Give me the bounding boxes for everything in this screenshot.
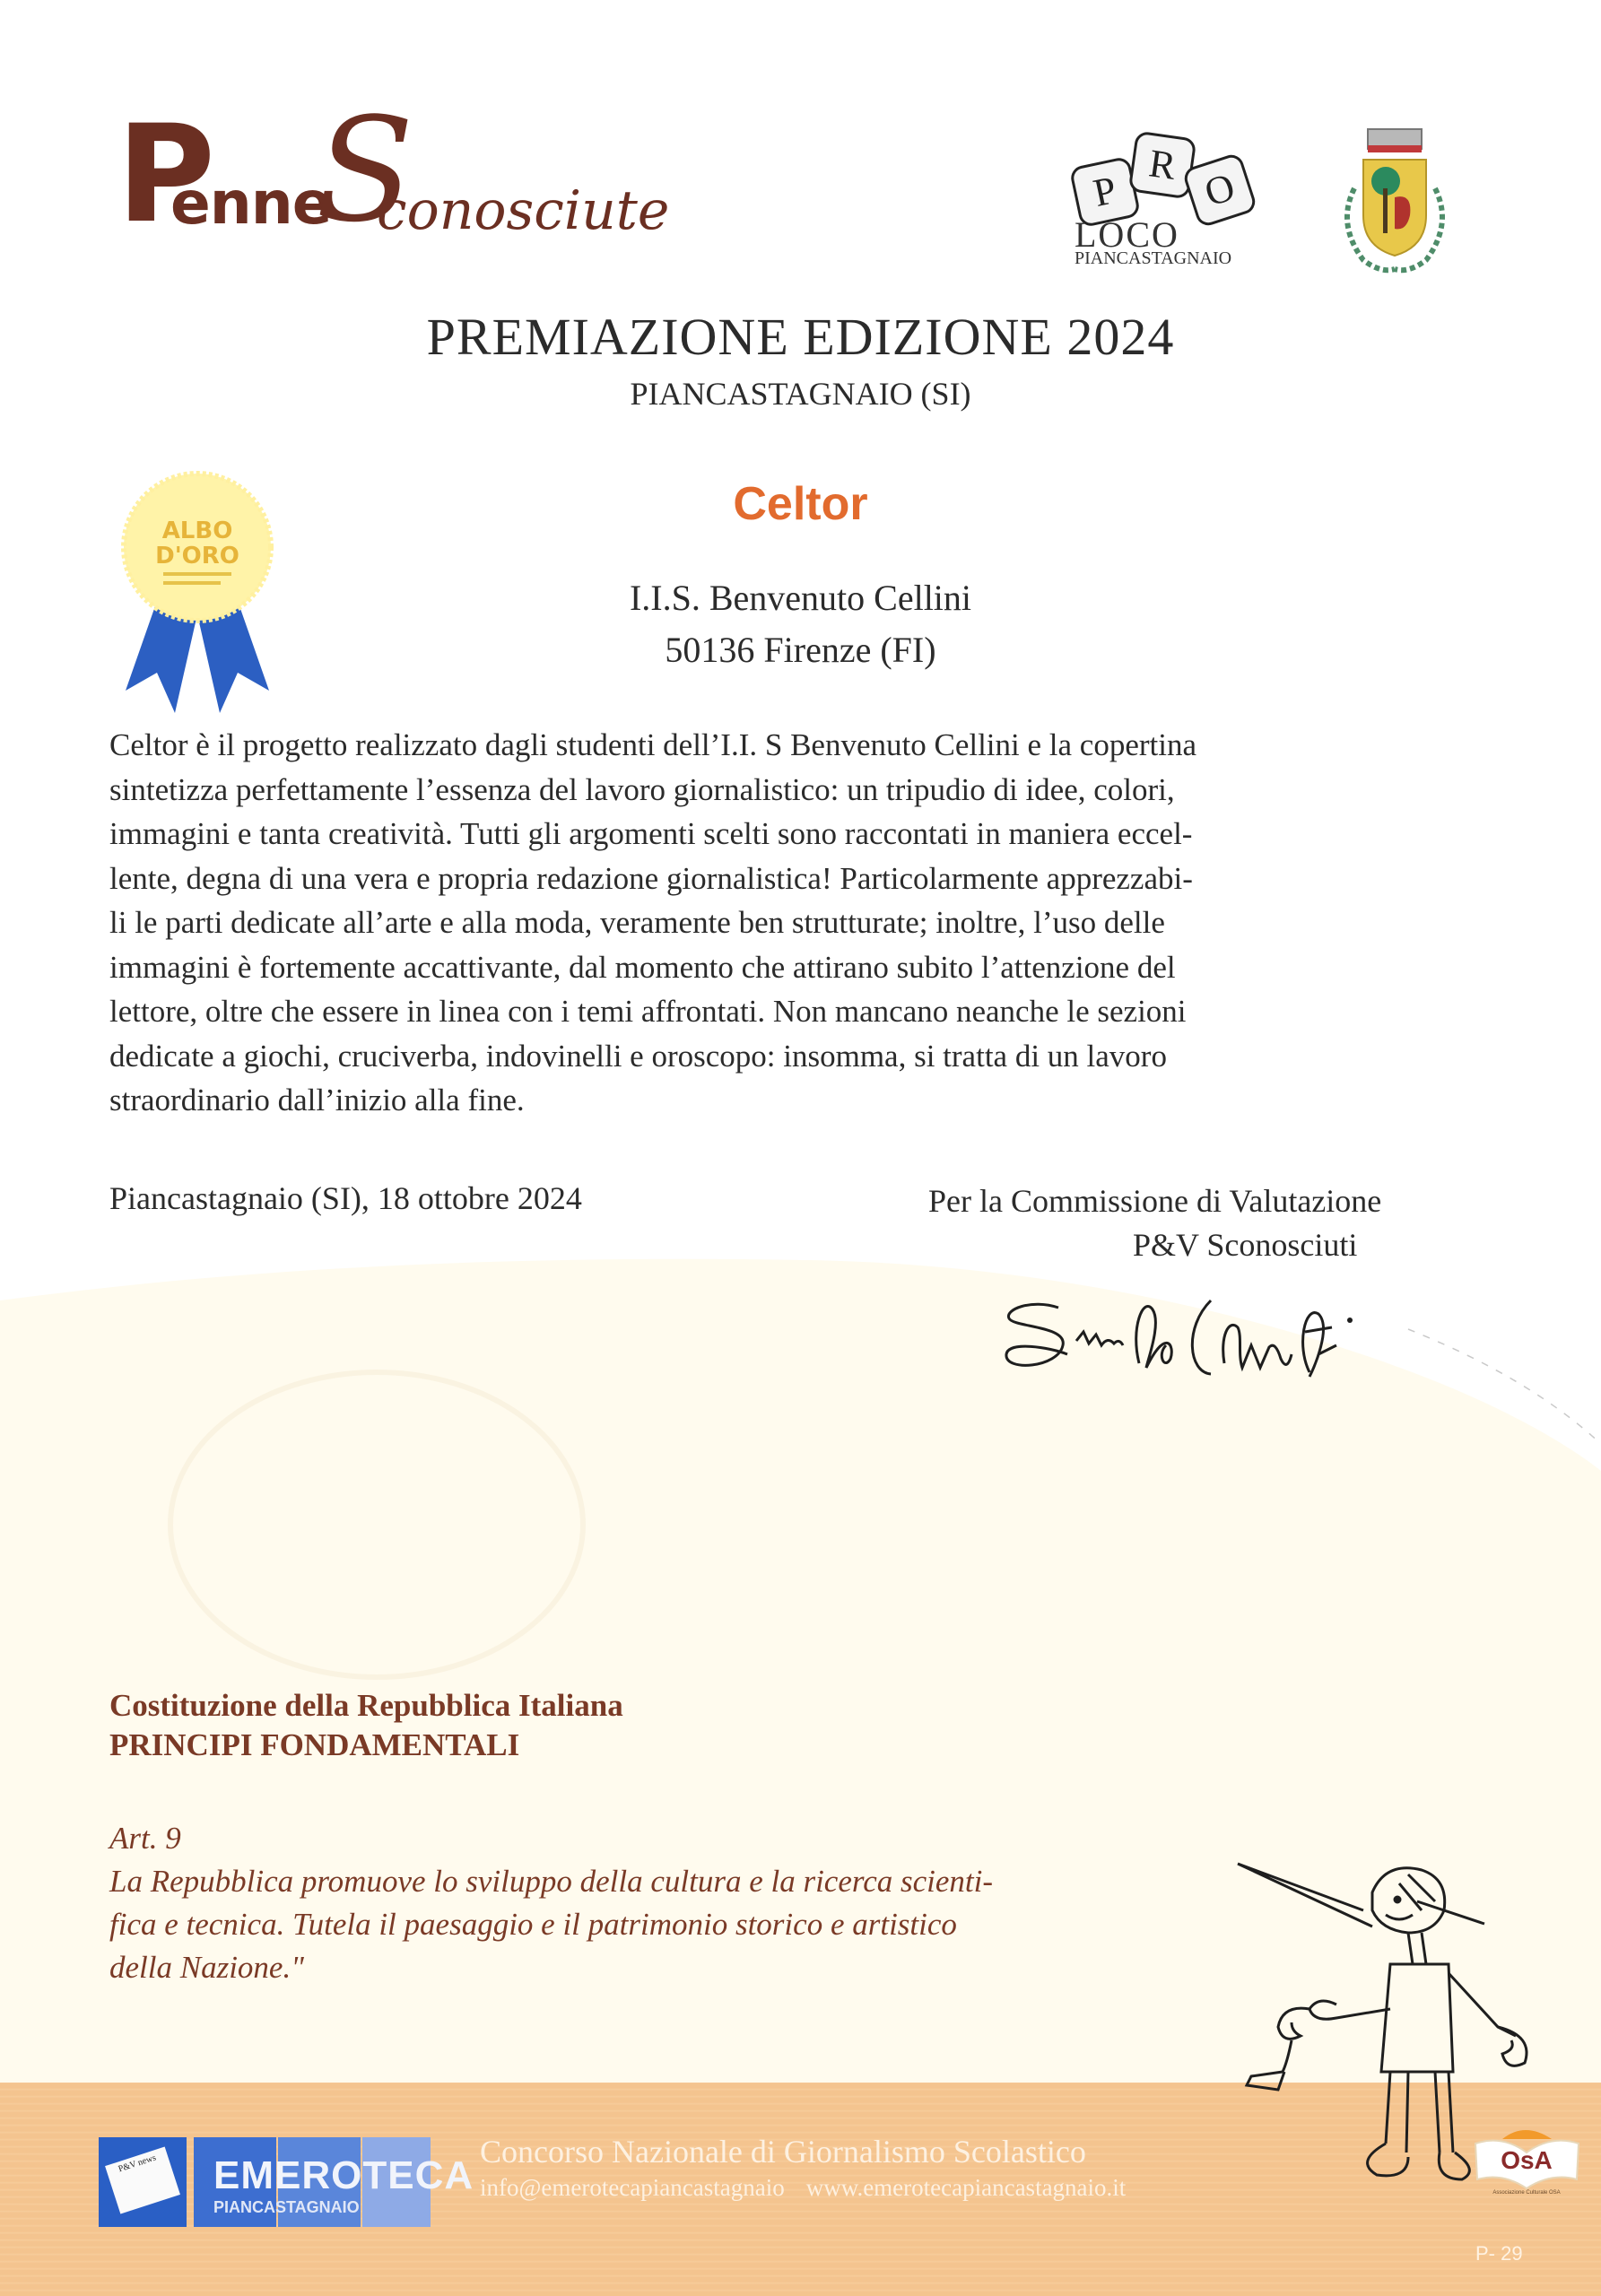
medal-line2: D'ORO	[155, 543, 239, 570]
award-location: PIANCASTAGNAIO (SI)	[630, 376, 971, 412]
motivation-line: straordinario dall’inizio alla fine.	[109, 1083, 525, 1118]
constitution-heading	[109, 1686, 623, 1765]
motivation-line: dedicate a giochi, cruciverba, indovinelli e oroscopo: insomma, si tratta di un lavoro	[109, 1038, 1167, 1074]
logo-enne: enne	[170, 169, 332, 238]
medal-line1: ALBO	[161, 517, 233, 544]
award-title: PREMIAZIONE EDIZIONE 2024	[426, 308, 1175, 366]
newspaper-icon: P&V news	[105, 2147, 180, 2214]
logo-conosciute: conosciute	[377, 179, 670, 242]
die-p: P	[1069, 156, 1142, 229]
contact-website[interactable]: www.emerotecapiancastagnaio.it	[805, 2174, 1127, 2201]
place-date: Piancastagnaio (SI), 18 ottobre 2024	[109, 1180, 582, 1216]
constitution-title: Costituzione della Repubblica Italiana	[109, 1688, 623, 1723]
penne-sconosciute-logo	[117, 86, 670, 278]
constitution-subtitle: PRINCIPI FONDAMENTALI	[109, 1727, 520, 1762]
winner-school-block	[0, 572, 1601, 676]
coat-of-arms-icon	[1327, 126, 1462, 278]
motivation-line: lettore, oltre che essere in linea con i temi affrontati. Non mancano neanche le sezioni	[109, 994, 1187, 1029]
logo-initial: P	[117, 97, 215, 253]
commission-block	[928, 1179, 1381, 1267]
article-line: fica e tecnica. Tutela il paesaggio e il patrimonio storico e artistico	[109, 1907, 957, 1942]
osa-subtitle: Associazione Culturale OSA	[1492, 2190, 1561, 2196]
osa-label: OsA	[1501, 2146, 1553, 2174]
winner-school: I.I.S. Benvenuto Cellini	[629, 578, 972, 618]
motivation-line: immagini è fortemente accattivante, dal momento che attirano subito l’attenzione del	[109, 949, 1176, 985]
emeroteca-title: EMEROTECA	[213, 2153, 474, 2197]
pro-loco-logo	[1058, 135, 1265, 274]
commission-line: Per la Commissione di Valutazione	[928, 1183, 1382, 1219]
article-number: Art. 9	[109, 1821, 181, 1856]
pro-loco-loco-text: LOCO	[1075, 214, 1179, 255]
motivation-line: li le parti dedicate all’arte e alla moda, veramente ben strutturate; inoltre, l’uso delle	[109, 905, 1165, 940]
die-r: R	[1128, 131, 1197, 200]
article-block	[109, 1817, 993, 1989]
die-o: O	[1181, 152, 1258, 229]
article-line: della Nazione."	[109, 1950, 304, 1985]
logo-s: S	[316, 86, 414, 254]
page-number: P- 29	[1475, 2242, 1523, 2265]
motivation-line: immagini e tanta creatività. Tutti gli argomenti scelti sono raccontati in maniera eccel-	[109, 816, 1193, 851]
osa-logo	[1471, 2126, 1583, 2197]
commission-name: P&V Sconosciuti	[1133, 1227, 1358, 1263]
contest-name: Concorso Nazionale di Giornalismo Scolastico	[480, 2134, 1086, 2170]
emeroteca-subtitle: PIANCASTAGNAIO	[213, 2198, 360, 2216]
contact-email[interactable]: info@emerotecapiancastagnaio	[480, 2174, 785, 2201]
signature-icon	[996, 1292, 1498, 1399]
emeroteca-logo	[99, 2137, 474, 2231]
winner-city: 50136 Firenze (FI)	[665, 630, 936, 670]
motivation-line: lente, degna di una vera e propria redazione giornalistica! Particolarmente apprezzabi-	[109, 860, 1193, 896]
contact-line	[480, 2174, 1126, 2202]
pro-loco-place-text: PIANCASTAGNAIO	[1075, 248, 1232, 268]
motivation-line: Celtor è il progetto realizzato dagli studenti dell’I.I. S Benvenuto Cellini e la copertina	[109, 727, 1196, 762]
motivation-paragraph	[109, 723, 1491, 1123]
motivation-line: sintetizza perfettamente l’essenza del lavoro giornalistico: un tripudio di idee, colori,	[109, 771, 1175, 807]
winner-name: Celtor	[733, 478, 868, 530]
article-line: La Repubblica promuove lo sviluppo della cultura e la ricerca scienti-	[109, 1864, 993, 1899]
